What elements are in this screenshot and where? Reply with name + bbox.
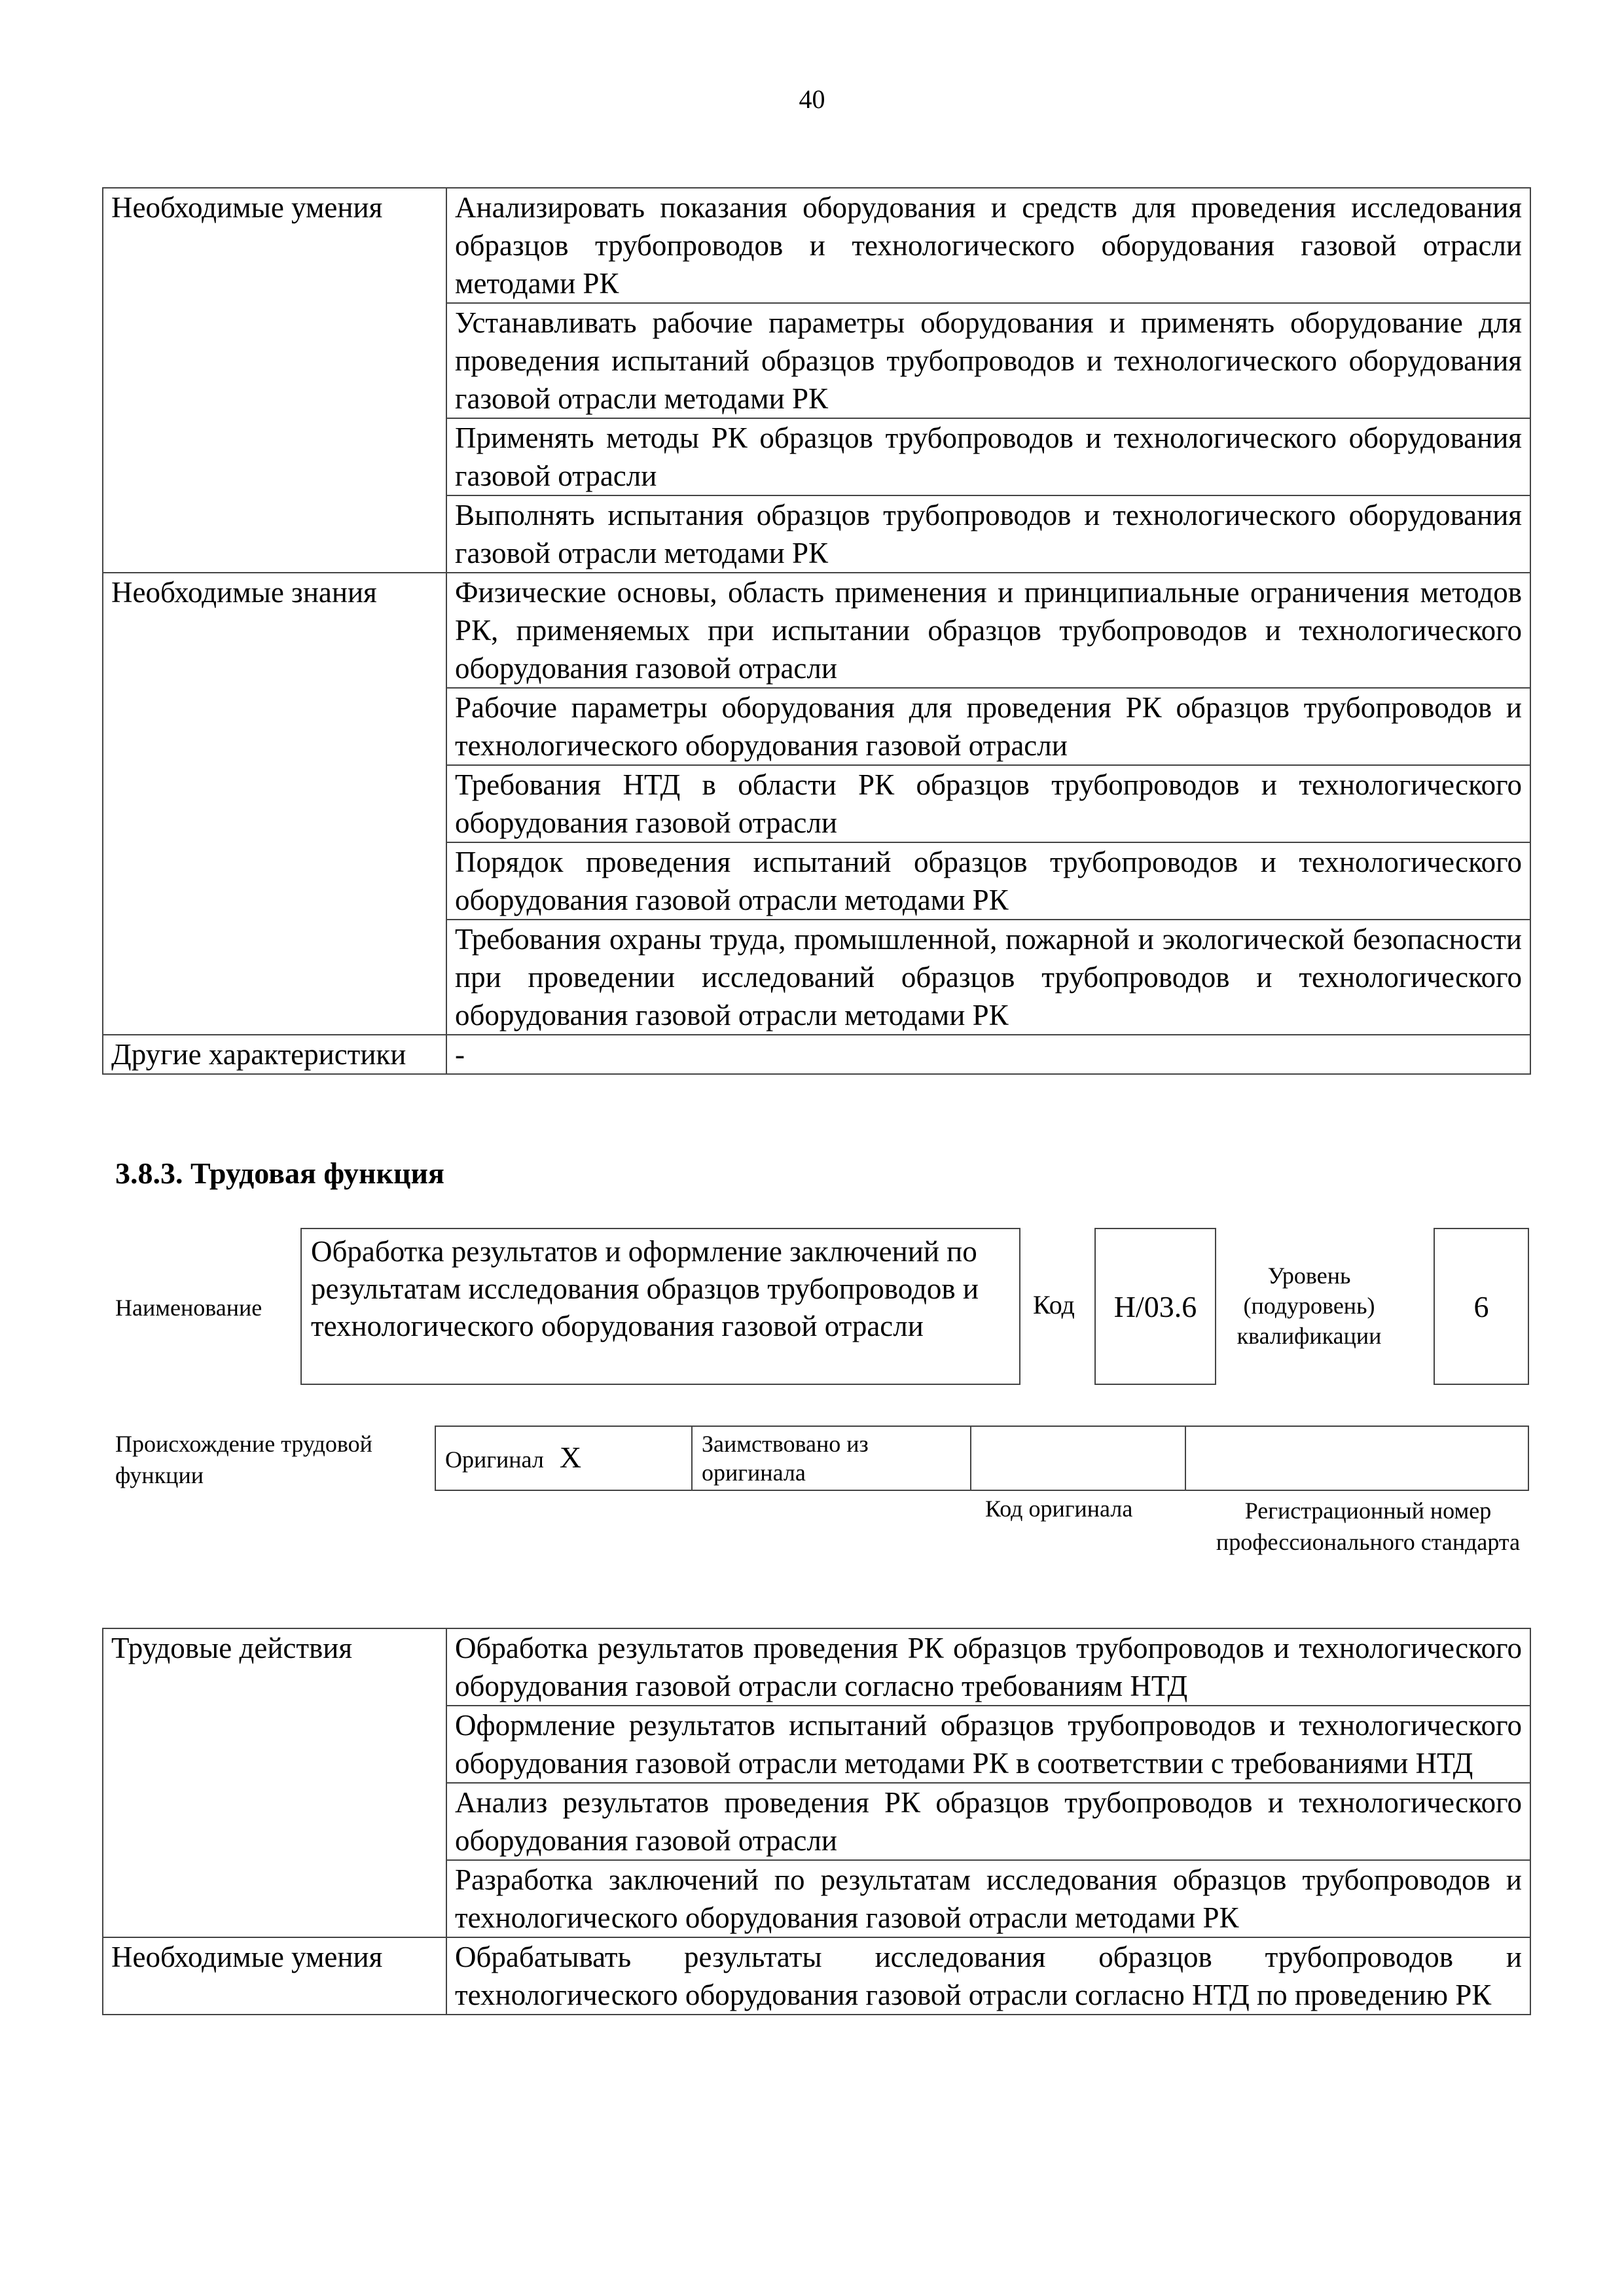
row-label-knowledge: Необходимые знания <box>103 573 446 1035</box>
table-row <box>103 573 1530 688</box>
original-code-cell <box>971 1426 1185 1490</box>
origin-table <box>435 1426 1529 1491</box>
table-cell: Требования охраны труда, промышленной, пожарной и экологической безопасности при проведении исследований образцов трубопроводов и технологического оборудования газовой отрасли методами РК <box>446 920 1530 1035</box>
origin-original-cell <box>435 1426 692 1490</box>
table-row <box>103 1937 1530 2015</box>
table-cell: - <box>446 1035 1530 1074</box>
table-cell: Анализ результатов проведения РК образцов трубопроводов и технологического оборудования газовой отрасли <box>446 1783 1530 1860</box>
table-row <box>103 188 1530 303</box>
table-cell: Устанавливать рабочие параметры оборудования и применять оборудование для проведения испытаний образцов трубопроводов и технологического оборудования газовой отрасли методами РК <box>446 303 1530 418</box>
table-cell: Рабочие параметры оборудования для проведения РК образцов трубопроводов и технологического оборудования газовой отрасли <box>446 688 1530 765</box>
table-cell: Обработка результатов проведения РК образцов трубопроводов и технологического оборудования газовой отрасли согласно требованиям НТД <box>446 1628 1530 1706</box>
original-mark: X <box>559 1440 582 1474</box>
function-code-box: H/03.6 <box>1094 1228 1216 1385</box>
table-cell: Физические основы, область применения и принципиальные ограничения методов РК, применяемых при испытании образцов трубопроводов и технологического оборудования газовой отрасли <box>446 573 1530 688</box>
table-cell: Анализировать показания оборудования и средств для проведения исследования образцов трубопроводов и технологического оборудования газовой отрасли методами РК <box>446 188 1530 303</box>
table-cell: Выполнять испытания образцов трубопроводов и технологического оборудования газовой отрасли методами РК <box>446 495 1530 573</box>
function-name-box: Обработка результатов и оформление заключений по результатам исследования образцов трубопроводов и технологического оборудования газовой отрасли <box>300 1228 1020 1385</box>
section-heading: 3.8.3. Трудовая функция <box>115 1157 444 1190</box>
name-label: Наименование <box>115 1295 262 1321</box>
table-cell: Разработка заключений по результатам исследования образцов трубопроводов и технологического оборудования газовой отрасли методами РК <box>446 1860 1530 1937</box>
level-label: Уровень (подуровень) квалификации <box>1236 1263 1382 1349</box>
table-row <box>103 1035 1530 1074</box>
original-label: Оригинал <box>445 1446 544 1473</box>
row-label-actions: Трудовые действия <box>103 1628 446 1937</box>
table-row <box>103 1628 1530 1706</box>
competency-table-2 <box>102 1628 1531 2015</box>
origin-label: Происхождение трудовой функции <box>115 1431 372 1488</box>
registration-number-caption: Регистрационный номер профессионального стандарта <box>1216 1498 1521 1555</box>
table-cell: Порядок проведения испытаний образцов трубопроводов и технологического оборудования газовой отрасли методами РК <box>446 842 1530 920</box>
row-label-skills: Необходимые умения <box>103 188 446 573</box>
function-level-box: 6 <box>1434 1228 1529 1385</box>
table-cell: Оформление результатов испытаний образцов трубопроводов и технологического оборудования газовой отрасли методами РК в соответствии с требованиями НТД <box>446 1706 1530 1783</box>
borrowed-label: Заимствовано из оригинала <box>692 1426 971 1490</box>
table-cell: Требования НТД в области РК образцов трубопроводов и технологического оборудования газовой отрасли <box>446 765 1530 842</box>
original-code-caption: Код оригинала <box>985 1496 1133 1522</box>
table-cell: Применять методы РК образцов трубопроводов и технологического оборудования газовой отрасли <box>446 418 1530 495</box>
competency-table-1 <box>102 187 1531 1075</box>
code-label: Код <box>1033 1290 1075 1319</box>
row-label-other: Другие характеристики <box>103 1035 446 1074</box>
row-label-skills-2: Необходимые умения <box>103 1937 446 2015</box>
page-number: 40 <box>799 84 825 114</box>
registration-number-cell <box>1185 1426 1528 1490</box>
table-cell: Обрабатывать результаты исследования образцов трубопроводов и технологического оборудования газовой отрасли согласно НТД по проведению РК <box>446 1937 1530 2015</box>
